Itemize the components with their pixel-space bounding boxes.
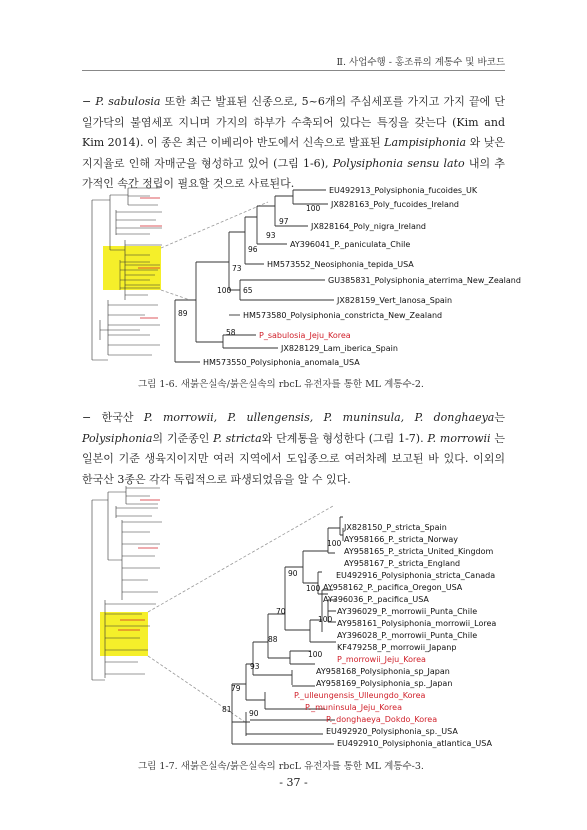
- fig2-bootstrap: 100: [327, 539, 342, 548]
- fig2-highlight-box: [100, 612, 148, 656]
- fig2-bootstrap: 81: [222, 705, 232, 714]
- para1-genus: Lampisiphonia: [384, 136, 467, 149]
- para1-dash: −: [82, 95, 92, 108]
- fig2-taxon: KF479258_P_morrowii_Japanp: [337, 643, 457, 652]
- para2-text-0: 한국산: [91, 411, 144, 424]
- fig2-bootstrap: 90: [288, 569, 298, 578]
- fig2-thumbnail-red-taxa: [118, 500, 160, 630]
- fig2-taxon: EU492910_Polysiphonia_atlantica_USA: [337, 739, 492, 748]
- para2-type-species: P. stricta: [213, 431, 262, 445]
- para2-text-3: 와 단계통을 형성한다 (그림 1-7).: [261, 431, 428, 445]
- para2-text-2: 의 기준종인: [152, 431, 214, 445]
- fig2-taxon: AY958161_Polysiphonia_morrowii_Lorea: [337, 619, 497, 628]
- fig2-taxon: AY958168_Polysiphonia_sp_Japan: [316, 667, 450, 676]
- fig2-taxon: JX828150_P_stricta_Spain: [344, 523, 447, 532]
- fig2-bootstrap: 100: [306, 584, 321, 593]
- para2-text-4: 는 일본이 기준 생육지이지만 여러 지역에서 도입종으로 여러차례 보고된 바 있다. 이외의 한국산 3종은 각각 독립적으로 파생되었음을 알 수 있다.: [82, 431, 506, 486]
- para2-species-list: P. morrowii, P. ullengensis, P. muninsula, P. donghaeya: [143, 411, 495, 424]
- fig2-taxon: AY958167_P._stricta_England: [344, 559, 461, 568]
- fig2-taxon: AY396028_P._morrowii_Punta_Chile: [337, 631, 478, 640]
- fig2-taxa-labels: [294, 523, 496, 748]
- fig2-taxon: AY396029_P._morrowii_Punta_Chile: [337, 607, 478, 616]
- fig2-bootstrap: 79: [231, 684, 241, 693]
- fig1-bootstrap: 65: [243, 286, 253, 295]
- fig1-bootstrap: 73: [232, 264, 242, 273]
- fig1-taxon: HM573552_Neosiphonia_tepida_USA: [267, 260, 414, 269]
- para2-text-1: 는: [494, 411, 505, 424]
- fig1-taxon: JX828129_Lam_iberica_Spain: [281, 344, 398, 353]
- para2-morrowii: P. morrowii: [427, 431, 491, 445]
- fig2-taxon: AY958162_P._pacifica_Oregon_USA: [323, 583, 463, 592]
- fig1-taxon: GU385831_Polysiphonia_aterrima_New_Zealand: [328, 276, 521, 285]
- running-header: Ⅱ. 사업수행 - 홍조류의 계통수 및 바코드: [336, 57, 505, 68]
- fig2-taxon-korea: P._muninsula_Jeju_Korea: [305, 703, 402, 712]
- fig1-bootstrap: 100: [217, 286, 232, 295]
- fig1-taxon: AY396041_P._paniculata_Chile: [290, 240, 411, 249]
- fig2-taxon: AY958165_P._stricta_United_Kingdom: [344, 547, 494, 556]
- fig1-taxon: JX828163_Poly_fucoides_Ireland: [331, 200, 460, 209]
- fig1-bootstrap: 93: [266, 231, 276, 240]
- fig2-taxon: EU492916_Polysiphonia_stricta_Canada: [336, 571, 496, 580]
- fig2-taxon: AY396036_P._pacifica_USA: [323, 595, 429, 604]
- fig2-zoom-line-top: [148, 506, 333, 612]
- fig2-bootstrap: 100: [308, 650, 323, 659]
- fig1-taxon: HM573550_Polysiphonia_anomala_USA: [203, 358, 360, 367]
- fig1-bootstrap: 100: [306, 204, 321, 213]
- para1-species: P. sabulosia: [95, 95, 161, 108]
- fig2-taxon-korea: P._donghaeya_Dokdo_Korea: [326, 715, 438, 724]
- fig2-leaf-stubs: [232, 712, 334, 744]
- fig1-taxon-korea: P_sabulosia_Jeju_Korea: [259, 331, 351, 340]
- fig1-bootstrap: 96: [248, 245, 258, 254]
- fig2-bootstrap: 93: [250, 662, 260, 671]
- fig2-thumbnail-tree: [92, 486, 162, 680]
- fig2-taxon: AY958166_P._stricta_Norway: [344, 535, 458, 544]
- figure-1-6-caption: 그림 1-6. 새붉은실속/붉은실속의 rbcL 유전자를 통한 ML 계통수-2.: [138, 379, 424, 390]
- fig1-taxon: HM573580_Polysiphonia_constricta_New_Zealand: [243, 311, 443, 320]
- fig2-bootstrap: 70: [276, 607, 286, 616]
- para2-dash: −: [82, 411, 92, 424]
- fig1-taxon: JX828159_Vert_lanosa_Spain: [337, 296, 453, 305]
- page-number: - 37 -: [279, 776, 308, 789]
- fig1-bootstrap: 89: [178, 309, 188, 318]
- fig1-bootstrap: 58: [226, 328, 236, 337]
- para1-sensu-lato: Polysiphonia sensu lato: [332, 156, 465, 170]
- fig1-taxon: JX828164_Poly_nigra_Ireland: [311, 222, 426, 231]
- para2-genus: Polysiphonia: [82, 431, 153, 445]
- fig2-taxon: EU492920_Polysiphonia_sp._USA: [326, 727, 458, 736]
- fig2-bootstrap: 88: [268, 635, 278, 644]
- para1-text-2: 와 낮은 지지율로 인해 자매군을 형성하고 있어 (그림 1-6),: [82, 136, 506, 170]
- para1-text-3: 내의 추가적인 속간 정립이 필요할 것으로 사료된다.: [82, 156, 506, 190]
- fig2-taxon: AY958169_Polysiphonia_sp._Japan: [316, 679, 453, 688]
- fig2-taxon-korea: P._ulleungensis_Ulleungdo_Korea: [294, 691, 426, 700]
- figure-1-7-caption: 그림 1-7. 새붉은실속/붉은실속의 rbcL 유전자를 통한 ML 계통수-3.: [138, 761, 424, 772]
- fig1-taxon: EU492913_Polysiphonia_fucoides_UK: [329, 186, 478, 195]
- fig1-bootstrap: 97: [279, 217, 289, 226]
- para1-text-1: 또한 최근 발표된 신종으로, 5~6개의 주심세포를 가지고 가지 끝에 단일가닥의 불염세포 지니며 가지의 하부가 수축되어 있다는 특징을 갖는다 (Kim and Kim 2014). 이 종은 최근 이베리아 반도에서 신속으로 발표된: [82, 95, 506, 149]
- fig2-taxon-korea: P_morrowii_Jeju_Korea: [337, 655, 426, 664]
- fig2-bootstrap: 100: [318, 615, 333, 624]
- fig2-bootstrap: 90: [249, 709, 259, 718]
